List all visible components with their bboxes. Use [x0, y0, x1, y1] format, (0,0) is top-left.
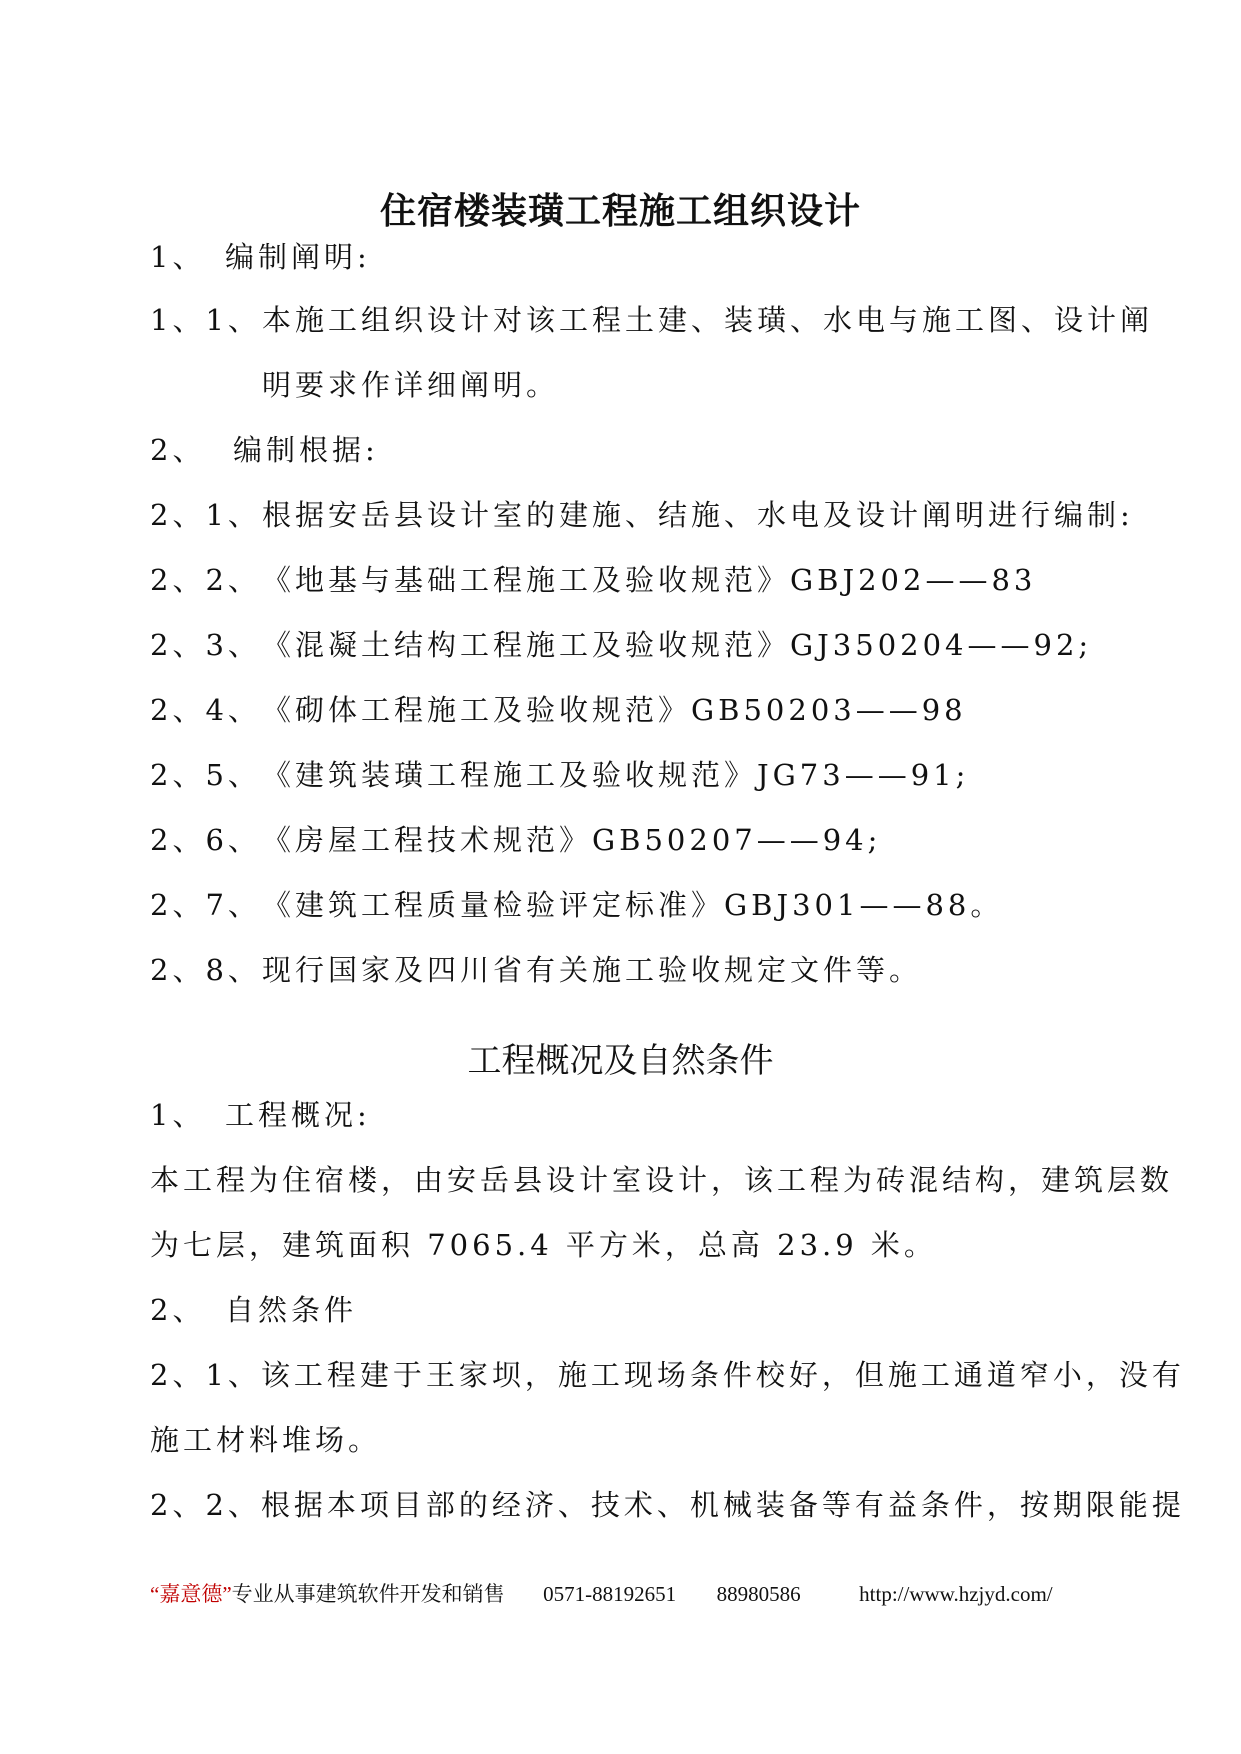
- footer-brand: “嘉意德”: [150, 1582, 232, 1606]
- item-1-1-num: 1、1、: [150, 303, 261, 337]
- list-item-num: 2、1、: [150, 498, 261, 532]
- overview-paragraph-line2: 为七层，建筑面积 7065.4 平方米，总高 23.9 米。: [150, 1228, 937, 1262]
- list-item-num: 2、4、: [150, 693, 261, 727]
- footer-phone1: 0571-88192651: [543, 1582, 677, 1606]
- item-1-1-text: 本施工组织设计对该工程土建、装璜、水电与施工图、设计阐: [262, 303, 1154, 337]
- footer-text: 专业从事建筑软件开发和销售: [231, 1582, 505, 1606]
- page-footer: [150, 1578, 1053, 1608]
- natural-heading-num: 2、: [150, 1293, 206, 1327]
- natural-paragraph-2-line1: 2、2、根据本项目部的经济、技术、机械装备等有益条件，按期限能提: [150, 1488, 1185, 1522]
- list-item-text: 《建筑工程质量检验评定标准》GBJ301——88。: [262, 888, 1004, 922]
- list-item-text: 《地基与基础工程施工及验收规范》GBJ202——83: [262, 563, 1037, 597]
- overview-paragraph-line1: 本工程为住宿楼，由安岳县设计室设计，该工程为砖混结构，建筑层数: [150, 1163, 1174, 1197]
- item-1-1-text-cont: 明要求作详细阐明。: [262, 368, 560, 402]
- overview-heading-text: 工程概况:: [225, 1098, 371, 1132]
- section2-heading-num: 2、: [150, 433, 206, 467]
- list-item-text: 《房屋工程技术规范》GB50207——94;: [262, 823, 882, 857]
- list-item-text: 《砌体工程施工及验收规范》GB50203——98: [262, 693, 967, 727]
- list-item-text: 现行国家及四川省有关施工验收规定文件等。: [262, 953, 923, 987]
- document-title: 住宿楼装璜工程施工组织设计: [379, 191, 861, 232]
- list-item-text: 《建筑装璜工程施工及验收规范》JG73——91;: [262, 758, 970, 792]
- section-title: 工程概况及自然条件: [467, 1041, 774, 1081]
- list-item-num: 2、3、: [150, 628, 261, 662]
- footer-phone2: 88980586: [716, 1582, 801, 1606]
- list-item-num: 2、6、: [150, 823, 261, 857]
- overview-heading-num: 1、: [150, 1098, 206, 1132]
- list-item-num: 2、7、: [150, 888, 261, 922]
- natural-paragraph-1-line2: 施工材料堆场。: [150, 1423, 382, 1457]
- list-item-num: 2、2、: [150, 563, 261, 597]
- section1-heading-num: 1、: [150, 240, 206, 274]
- list-item-text: 《混凝土结构工程施工及验收规范》GJ350204——92;: [262, 628, 1093, 662]
- natural-heading-text: 自然条件: [225, 1293, 358, 1327]
- list-item-num: 2、5、: [150, 758, 261, 792]
- list-item-num: 2、8、: [150, 953, 261, 987]
- list-item-text: 根据安岳县设计室的建施、结施、水电及设计阐明进行编制:: [262, 498, 1134, 532]
- footer-url[interactable]: http://www.hzjyd.com/: [859, 1582, 1053, 1606]
- section2-heading-text: 编制根据:: [233, 433, 379, 467]
- natural-paragraph-1-line1: 2、1、该工程建于王家坝，施工现场条件校好，但施工通道窄小，没有: [150, 1358, 1185, 1392]
- section1-heading-text: 编制阐明:: [225, 240, 371, 274]
